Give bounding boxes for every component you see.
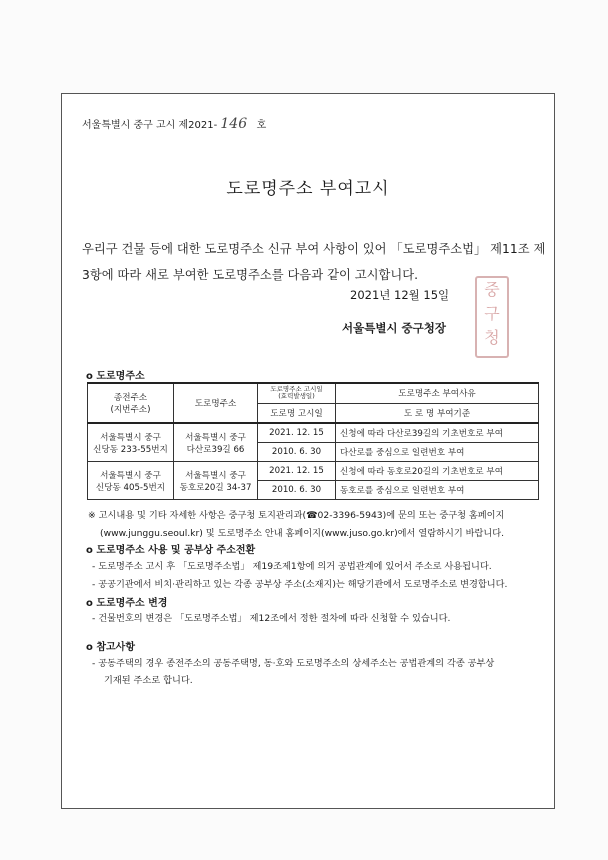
bullet-text-continued: 기재된 주소로 합니다. <box>104 675 193 686</box>
issuing-office: 서울특별시 중구청장 <box>342 321 446 335</box>
header-old-address-label: 종전주소 <box>113 393 148 403</box>
header-reason: 도로명주소 부여사유 <box>336 383 539 403</box>
header-old-address-sub: (지번주소) <box>110 405 151 415</box>
address-table <box>87 382 539 500</box>
header-old-address <box>88 383 174 423</box>
bullet-text: - 공공기관에서 비치·관리하고 있는 각종 공부상 주소(소재지)는 해당기관에서 도로명주소로 변경합니다. <box>92 579 508 590</box>
header-road-notice-date: 도로명 고시일 <box>258 403 336 423</box>
road-address-line1: 서울특별시 중구 <box>185 470 246 481</box>
road-address-cell <box>174 462 258 500</box>
road-address-line2: 동호로20길 34-37 <box>179 482 252 493</box>
section-heading-references: o 참고사항 <box>86 642 135 653</box>
section-heading-address-conversion: o 도로명주소 사용 및 공부상 주소전환 <box>86 545 256 556</box>
header-basis: 도 로 명 부여기준 <box>336 403 539 423</box>
note-line-1: ※ 고시내용 및 기타 자세한 사항은 중구청 토지관리과(☎02-3396-5943)에 문의 또는 중구청 홈페이지 <box>88 510 505 521</box>
reason-cell: 신청에 따라 다산로39길의 기초번호로 부여 <box>336 423 539 443</box>
table-row <box>88 462 539 481</box>
notice-date: 2021년 12월 15일 <box>350 288 450 302</box>
bullet-text: - 도로명주소 고시 후 「도로명주소법」 제19조제1항에 의거 공법관계에 있어서 주소로 사용됩니다. <box>92 561 492 572</box>
header-notice-date-sub: (효력발생일) <box>278 392 315 401</box>
date-cell: 2021. 12. 15 <box>258 462 336 481</box>
table-header-row <box>88 383 539 403</box>
notice-prefix: 서울특별시 중구 고시 제2021- <box>82 120 218 131</box>
official-seal-stamp: 중 구 청 <box>475 276 509 358</box>
reason-cell: 동호로를 중심으로 일련번호 부여 <box>336 481 539 500</box>
reason-cell: 신청에 따라 동호로20길의 기초번호로 부여 <box>336 462 539 481</box>
bullet-text: - 공동주택의 경우 종전주소의 공동주택명, 동·호와 도로명주소의 상세주소는 공법관계의 각종 공부상 <box>92 658 495 669</box>
old-address-line2: 신당동 233-55번지 <box>93 444 168 455</box>
old-address-line2: 신당동 405-5번지 <box>95 482 166 493</box>
road-address-line1: 서울특별시 중구 <box>185 432 246 443</box>
header-road-address: 도로명주소 <box>174 383 258 423</box>
old-address-cell <box>88 423 174 462</box>
section-heading-address-change: o 도로명주소 변경 <box>86 598 168 609</box>
note-line-2: (www.junggu.seoul.kr) 및 도로명주소 안내 홈페이지(www.juso.go.kr)에서 열람하시기 바랍니다. <box>100 528 505 539</box>
table-row <box>88 423 539 443</box>
notice-number-line <box>82 116 266 132</box>
section-heading-road-address: o 도로명주소 <box>86 371 145 382</box>
notice-page <box>61 93 555 809</box>
reason-cell: 다산로를 중심으로 일련번호 부여 <box>336 443 539 462</box>
header-notice-date <box>258 383 336 403</box>
handwritten-notice-number: 146 <box>220 116 248 132</box>
notice-suffix: 호 <box>256 120 267 131</box>
old-address-cell <box>88 462 174 500</box>
old-address-line1: 서울특별시 중구 <box>100 432 161 443</box>
road-address-cell <box>174 423 258 462</box>
old-address-line1: 서울특별시 중구 <box>100 470 161 481</box>
date-cell: 2010. 6. 30 <box>258 481 336 500</box>
date-cell: 2021. 12. 15 <box>258 423 336 443</box>
intro-paragraph: 우리구 건물 등에 대한 도로명주소 신규 부여 사항이 있어 「도로명주소법」 제11조 제3항에 따라 새로 부여한 도로명주소를 다음과 같이 고시합니다. <box>82 242 546 282</box>
header-notice-date-label: 도로명주소 고시일 <box>270 385 323 394</box>
page-title: 도로명주소 부여고시 <box>226 179 390 199</box>
bullet-text: - 건물번호의 변경은 「도로명주소법」 제12조에서 정한 절차에 따라 신청할 수 있습니다. <box>92 613 451 624</box>
date-cell: 2010. 6. 30 <box>258 443 336 462</box>
road-address-line2: 다산로39길 66 <box>186 444 245 455</box>
